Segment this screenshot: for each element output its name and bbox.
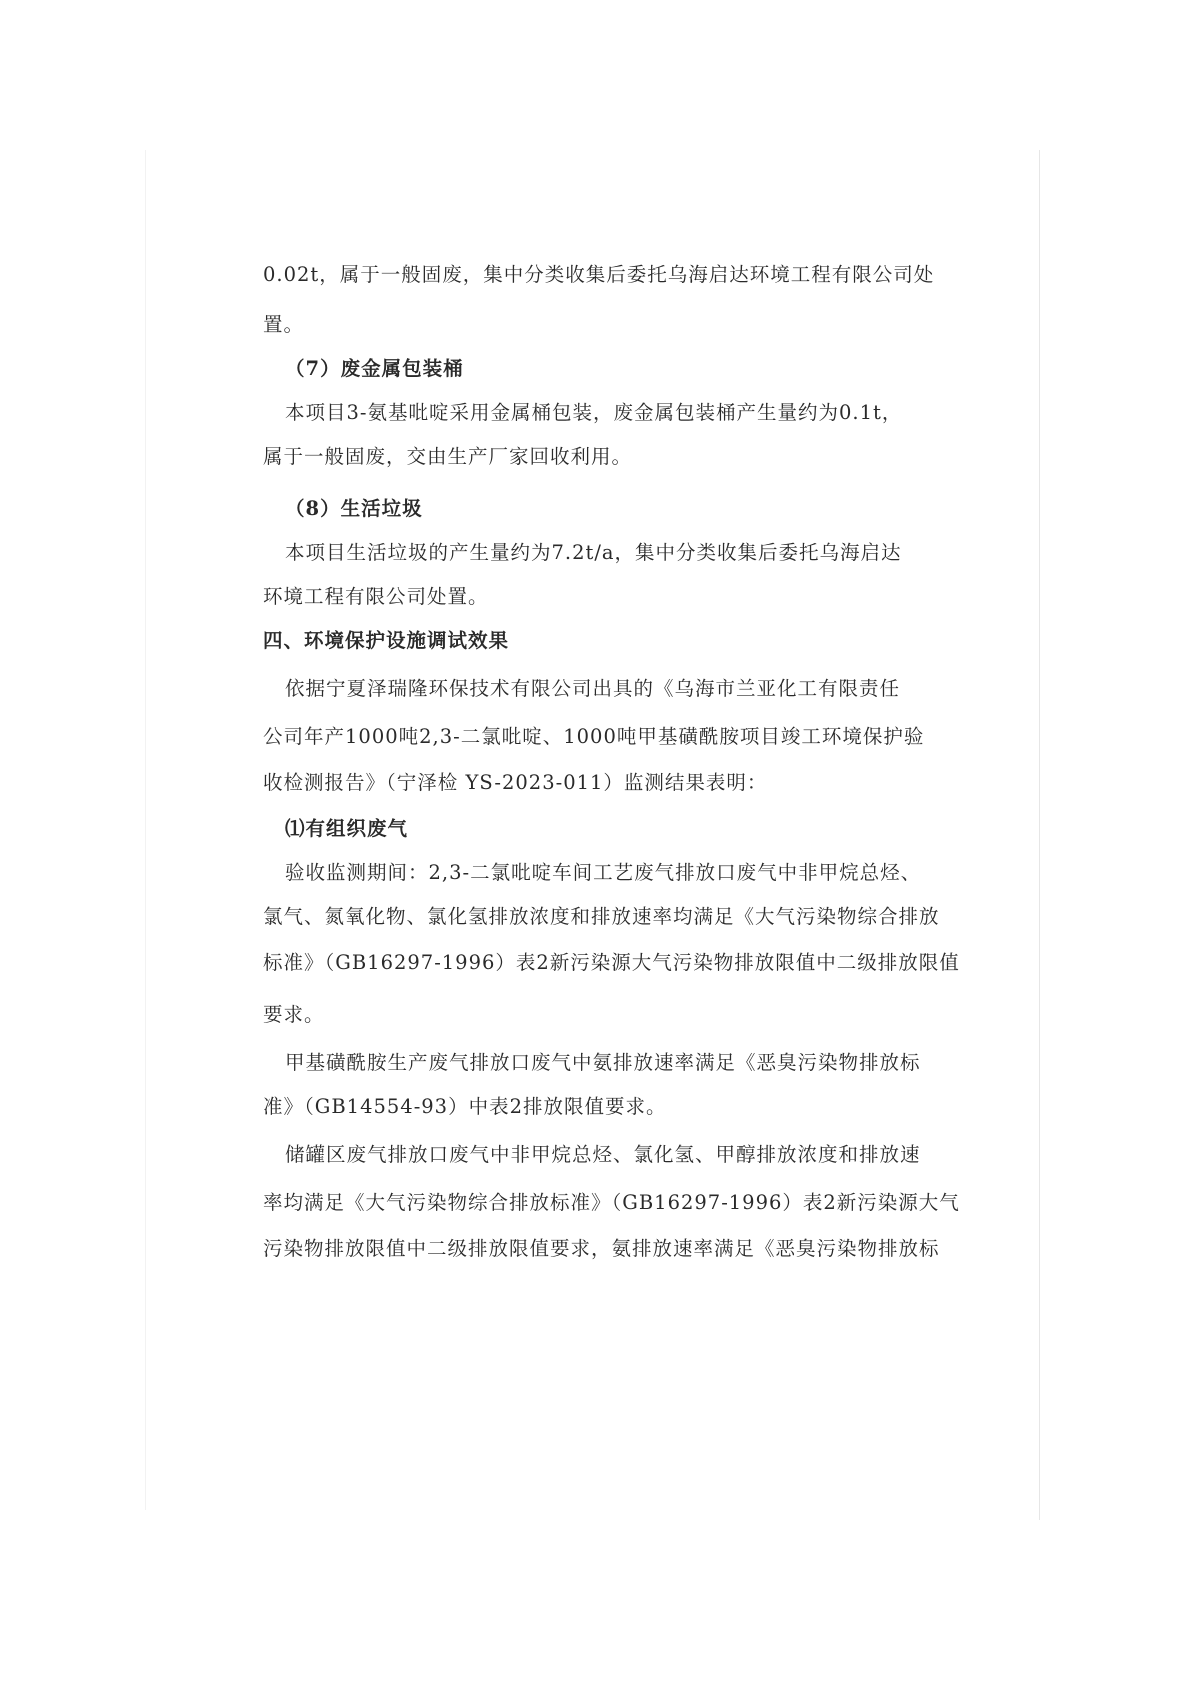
scan-edge-right: [1039, 150, 1040, 1520]
paragraph-line: 依据宁夏泽瑞隆环保技术有限公司出具的《乌海市兰亚化工有限责任: [285, 677, 901, 700]
section-heading-7: （7）废金属包装桶: [285, 357, 464, 380]
paragraph-line: 率均满足《大气污染物综合排放标准》（GB16297-1996）表2新污染源大气: [263, 1191, 960, 1214]
paragraph-line: 氯气、氮氧化物、氯化氢排放浓度和排放速率均满足《大气污染物综合排放: [263, 905, 940, 928]
paragraph-line: 储罐区废气排放口废气中非甲烷总烃、氯化氢、甲醇排放浓度和排放速: [285, 1143, 921, 1166]
paragraph-line: 甲基磺酰胺生产废气排放口废气中氨排放速率满足《恶臭污染物排放标: [285, 1051, 921, 1074]
section-heading-8: （8）生活垃圾: [285, 497, 423, 520]
paragraph-line: 收检测报告》（宁泽检 YS-2023-011）监测结果表明：: [263, 771, 768, 794]
scan-edge-left: [145, 150, 146, 1510]
paragraph-line: 验收监测期间：2,3-二氯吡啶车间工艺废气排放口废气中非甲烷总烃、: [285, 861, 922, 884]
paragraph-line: 公司年产1000吨2,3-二氯吡啶、1000吨甲基磺酰胺项目竣工环境保护验: [263, 725, 925, 748]
paragraph-line: 环境工程有限公司处置。: [263, 585, 489, 608]
paragraph-line: 要求。: [263, 1003, 325, 1026]
paragraph-line: 本项目3-氨基吡啶采用金属桶包装，废金属包装桶产生量约为0.1t，: [285, 401, 903, 424]
paragraph-line: 标准》（GB16297-1996）表2新污染源大气污染物排放限值中二级排放限值: [263, 951, 960, 974]
chapter-heading-4: 四、环境保护设施调试效果: [263, 629, 510, 652]
paragraph-line: 准》（GB14554-93）中表2排放限值要求。: [263, 1095, 667, 1118]
paragraph-line: 属于一般固废，交由生产厂家回收利用。: [263, 445, 633, 468]
paragraph-line: 本项目生活垃圾的产生量约为7.2t/a，集中分类收集后委托乌海启达: [285, 541, 902, 564]
paragraph-line: 污染物排放限值中二级排放限值要求，氨排放速率满足《恶臭污染物排放标: [263, 1237, 940, 1260]
paragraph-line: 置。: [263, 313, 305, 336]
subsection-heading-1: ⑴有组织废气: [285, 817, 409, 840]
paragraph-line: 0.02t，属于一般固废，集中分类收集后委托乌海启达环境工程有限公司处: [263, 263, 935, 286]
